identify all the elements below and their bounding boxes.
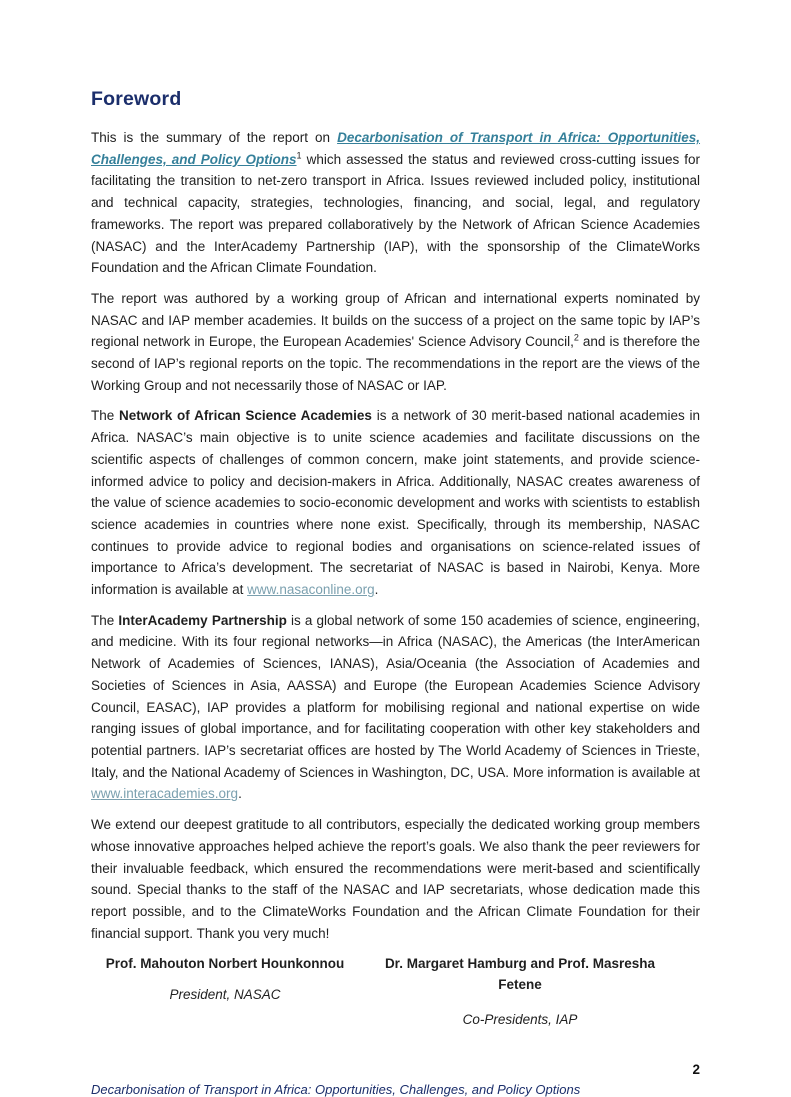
paragraph-acknowledgements — [91, 814, 700, 944]
text-run: The report was authored by a working group of African and international experts nominated by NASAC and IAP member academies. It builds on the success of a project on the same topic by IAP’s regional network in Europe, the European Academies' Science Advisory Council, — [91, 290, 700, 350]
iap-copresident-name-1: Dr. Margaret Hamburg — [384, 956, 527, 972]
signature-left-title: President, NASAC — [169, 987, 281, 1003]
paragraph-nasac — [91, 405, 700, 600]
iap-copresident-name-2: Prof. Masresha Fetene — [498, 956, 656, 993]
page-footer — [91, 1062, 700, 1097]
footnote-1-marker: 1 — [296, 150, 302, 161]
text-run: . — [238, 786, 242, 802]
text-run: and — [526, 956, 559, 972]
text-run: The — [91, 408, 120, 424]
text-run: which assessed the status and reviewed cross-cutting issues for facilitating the transition to net-zero transport in Africa. Issues reviewed included policy, institutional and technical capacity, strategies, technologies, financing, and social, legal, and regulatory frameworks. The report was prepared collaboratively by the Network of African Science Academies (NASAC) and the InterAcademy Partnership (IAP), with the sponsorship of the ClimateWorks Foundation and the African Climate Foundation. — [91, 151, 700, 276]
paragraph-intro — [91, 127, 700, 279]
nasac-president-name: Prof. Mahouton Norbert Hounkonnou — [105, 956, 345, 972]
report-title-link[interactable]: Decarbonisation of Transport in Africa: Opportunities, Challenges, and Policy Options — [91, 130, 701, 167]
text-run: This is the summary of the report on — [91, 130, 338, 145]
iap-name: InterAcademy Partnership — [118, 612, 287, 628]
signature-left — [91, 953, 359, 1030]
text-run: . — [374, 582, 379, 598]
text-run: and is therefore the second of IAP’s regional reports on the topic. The recommendations in the report are the views of the Working Group and not necessarily those of NASAC or IAP. — [91, 334, 700, 393]
signature-left-name — [91, 953, 359, 974]
footer-report-title: Decarbonisation of Transport in Africa: Opportunities, Challenges, and Policy Options — [91, 1082, 581, 1097]
signature-block — [91, 953, 700, 1030]
signature-right — [369, 953, 671, 1030]
paragraph-authorship — [91, 288, 700, 397]
nasac-website-link[interactable]: www.nasaconline.org — [247, 582, 375, 598]
page-number: 2 — [692, 1062, 700, 1078]
iap-website-link[interactable]: www.interacademies.org — [91, 786, 239, 802]
signature-right-title: Co-Presidents, IAP — [462, 1012, 578, 1028]
paragraph-iap — [91, 610, 700, 805]
page-title: Foreword — [91, 88, 182, 110]
footnote-2-marker: 2 — [573, 332, 579, 343]
nasac-name: Network of African Science Academies — [119, 408, 372, 424]
text-run: is a network of 30 merit-based national academies in Africa. NASAC’s main objective is to unite science academies and facilitate discussions on the scientific aspects of challenges of common concern, make joint statements, and provide science-informed advice to policy and decision-makers in Africa. Additionally, NASAC creates awareness of the value of science academies to socio-economic development and works with scientists to establish science academies in countries where none exist. Specifically, through its membership, NASAC continues to provide advice to regional bodies and organisations on science-related issues of importance to Africa’s development. The secretariat of NASAC is based in Nairobi, Kenya. More information is available at — [91, 408, 700, 598]
signature-right-name — [384, 953, 656, 995]
text-run: The — [91, 612, 119, 628]
text-run: is a global network of some 150 academies of science, engineering, and medicine. With its four regional networks—in Africa (NASAC), the Americas (the InterAmerican Network of Academies of Sciences, IANAS), Asia/Oceania (the Association of Academies and Societies of Sciences in Asia, AASSA) and Europe (the European Academies Science Advisory Council, EASAC), IAP provides a platform for mobilising regional and national expertise on wide ranging issues of global importance, and for facilitating cooperation with other key stakeholders and potential partners. IAP’s secretariat offices are hosted by The World Academy of Sciences in Trieste, Italy, and the National Academy of Sciences in Washington, DC, USA. More information is available at — [91, 612, 700, 780]
text-run: We extend our deepest gratitude to all contributors, especially the dedicated working group members whose innovative approaches helped achieve the report’s goals. We also thank the peer reviewers for their invaluable feedback, which ensured the recommendations were merit-based and scientifically sound. Special thanks to the staff of the NASAC and IAP secretariats, whose dedication made this report possible, and to the ClimateWorks Foundation and the African Climate Foundation for their financial support. Thank you very much! — [91, 817, 700, 941]
